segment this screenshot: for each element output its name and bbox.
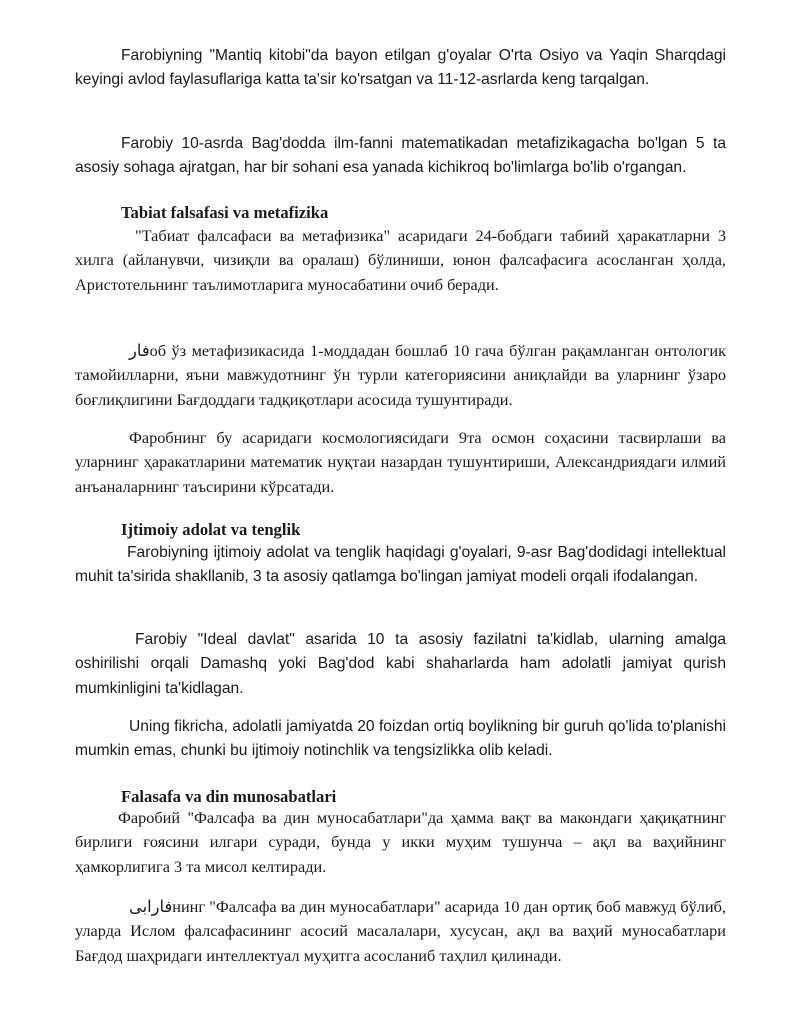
paragraph-ideal-state: Farobiy "Ideal davlat" asarida 10 ta asosiy fazilatni ta'kidlab, ularning amalga oshirilishi orqali Damashq yoki Bag'dod kabi shaharlarda ham adolatli jamiyat qurish mumkinligini ta'kidlagan.	[75, 631, 726, 697]
paragraph-religion-chapters	[75, 895, 726, 968]
paragraph-ontological-principles	[75, 339, 726, 412]
paragraph-reason-revelation: Фаробий "Фалсафа ва дин муносабатлари"да ҳамма вақт ва макондаги ҳақиқатнинг бирлиги ғоясини илгари суради, бунда у икки муҳим тушунча – ақл ва ваҳийнинг ҳамкорлигига 3 та мисол келтиради.	[75, 808, 726, 876]
paragraph-text: об ўз метафизикасида 1-моддадан бошлаб 10 гача бўлган рақамланган онтологик тамойилларни, яъни мавжудотнинг ўн турли категориясини аниқлайди ва уларнинг ўзаро боғлиқлигини Бағдоддаги тадқиқотлари асосида тушунтиради.	[75, 341, 726, 409]
heading-philosophy-religion: Falasafa va din munosabatlari	[121, 787, 337, 806]
paragraph-text: нинг "Фалсафа ва дин муносабатлари" асарида 10 дан ортиқ боб мавжуд бўлиб, уларда Ислом фалсафасининг асосий масалалари, хусусан, ақл ва ваҳий муносабатлари Бағдод шаҳридаги интеллектуал муҳитга асосланиб таҳлил қилинади.	[75, 897, 726, 965]
paragraph-mantiq-kitobi: Farobiyning "Mantiq kitobi"da bayon etilgan g'oyalar O'rta Osiyo va Yaqin Sharqdagi keyingi avlod faylasuflariga katta ta'sir ko'rsatgan va 11-12-asrlarda keng tarqalgan.	[75, 47, 726, 89]
paragraph-text: "Табиат фалсафаси ва метафизика" асаридаги 24-бобдаги табиий ҳаракатларни 3 хилга (айланувчи, чизиқли ва оралаш) бўлиниши, юнон фалсафасига асосланган ҳолда, Аристотельнинг таълимотларига муносабатини очиб беради.	[75, 226, 726, 294]
arabic-name-fragment: فارابی	[129, 897, 173, 916]
arabic-name-fragment: فار	[129, 341, 150, 360]
heading-social-justice: Ijtimoiy adolat va tenglik	[121, 520, 301, 539]
paragraph-cosmology: Фаробнинг бу асаридаги космологиясидаги 9та осмон соҳасини тасвирлаши ва уларнинг ҳаракатларини математик нуқтаи назардан тушунтириши, Александриядаги илмий анъаналарнинг таъсирини кўрсатади.	[75, 428, 726, 496]
paragraph-social-justice-ideas: Farobiyning ijtimoiy adolat va tenglik haqidagi g'oyalari, 9-asr Bag'dodidagi intellektual muhit ta'sirida shakllanib, 3 ta asosiy qatlamga bo'lingan jamiyat modeli orqali ifodalangan.	[75, 544, 726, 586]
paragraph-wealth-distribution: Uning fikricha, adolatli jamiyatda 20 foizdan ortiq boylikning bir guruh qo'lida to'planishi mumkin emas, chunki bu ijtimoiy notinchlik va tengsizlikka olib keladi.	[75, 718, 726, 760]
heading-nature-philosophy: Tabiat falsafasi va metafizika	[121, 203, 329, 222]
paragraph-bagdod-sciences: Farobiy 10-asrda Bag'dodda ilm-fanni matematikadan metafizikagacha bo'lgan 5 ta asosiy sohaga ajratgan, har bir sohani esa yanada kichikroq bo'limlarga bo'lib o'rgangan.	[75, 135, 726, 177]
paragraph-nature-movements	[75, 224, 726, 297]
